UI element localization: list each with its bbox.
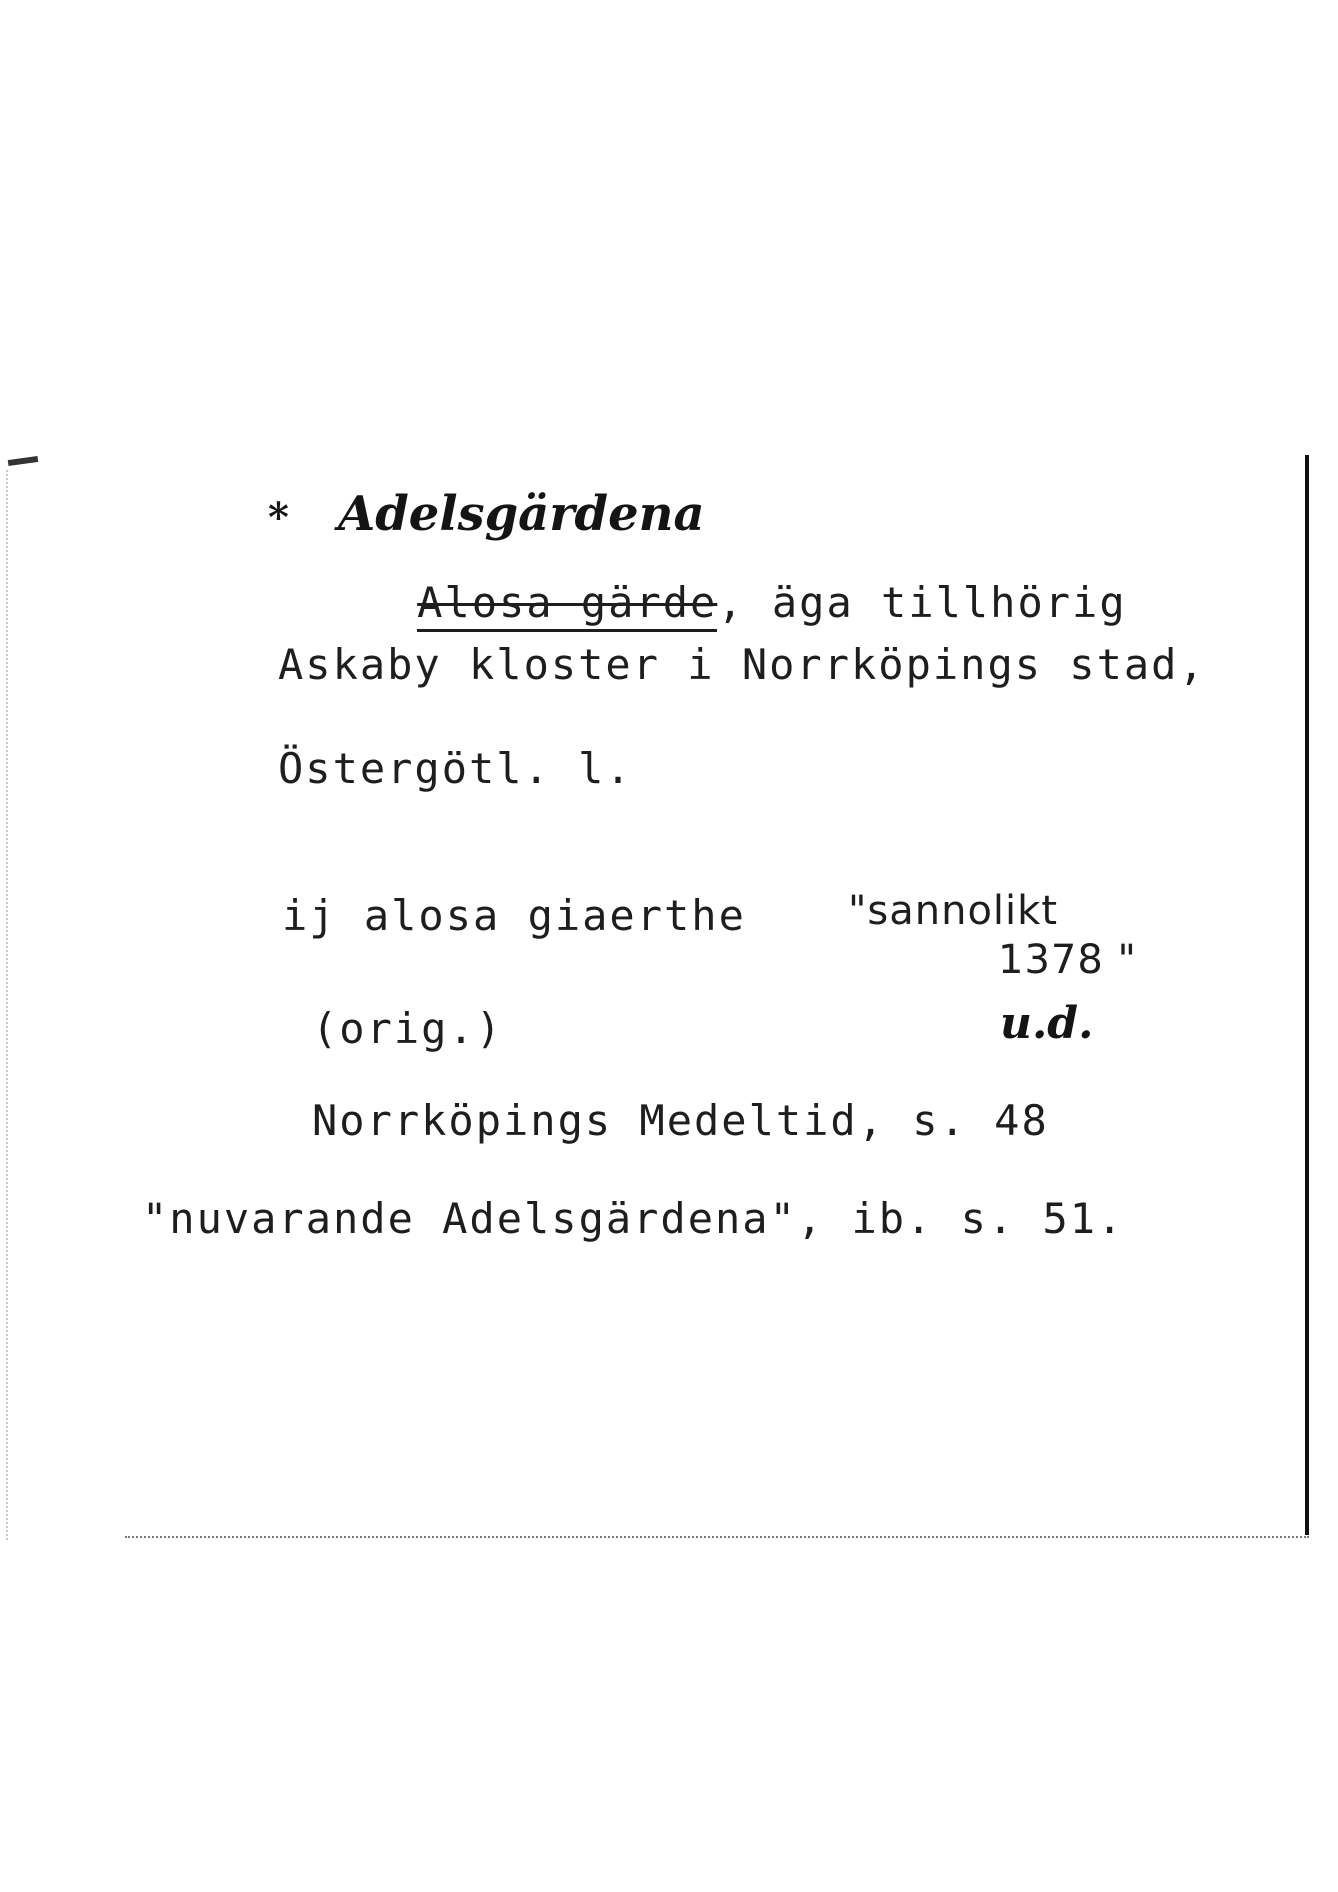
entry-line-8: "nuvarande Adelsgärdena", ib. s. 51. [142,1194,1125,1243]
card-right-border [1305,455,1309,1535]
line1-rest: , äga tillhörig [717,578,1127,627]
entry-line-3: Östergötl. l. [278,744,633,793]
entry-line-4-right: "sannolikt [848,888,1058,934]
entry-line-4-left: ij alosa giaerthe [282,891,746,940]
card-bottom-border [125,1536,1309,1538]
struck-name: Alosa gärde [417,578,717,632]
entry-line-6-left: (orig.) [312,1004,504,1053]
edge-mark [8,456,39,466]
asterisk-mark: * [268,494,289,541]
entry-line-2: Askaby kloster i Norrköpings stad, [278,640,1206,689]
handwritten-ud: u.d. [1000,998,1094,1049]
entry-line-7: Norrköpings Medeltid, s. 48 [312,1096,1049,1145]
entry-line-5-right: 1378 " [998,937,1137,983]
handwritten-title: Adelsgärdena [338,486,705,542]
left-edge-line [6,470,10,1540]
